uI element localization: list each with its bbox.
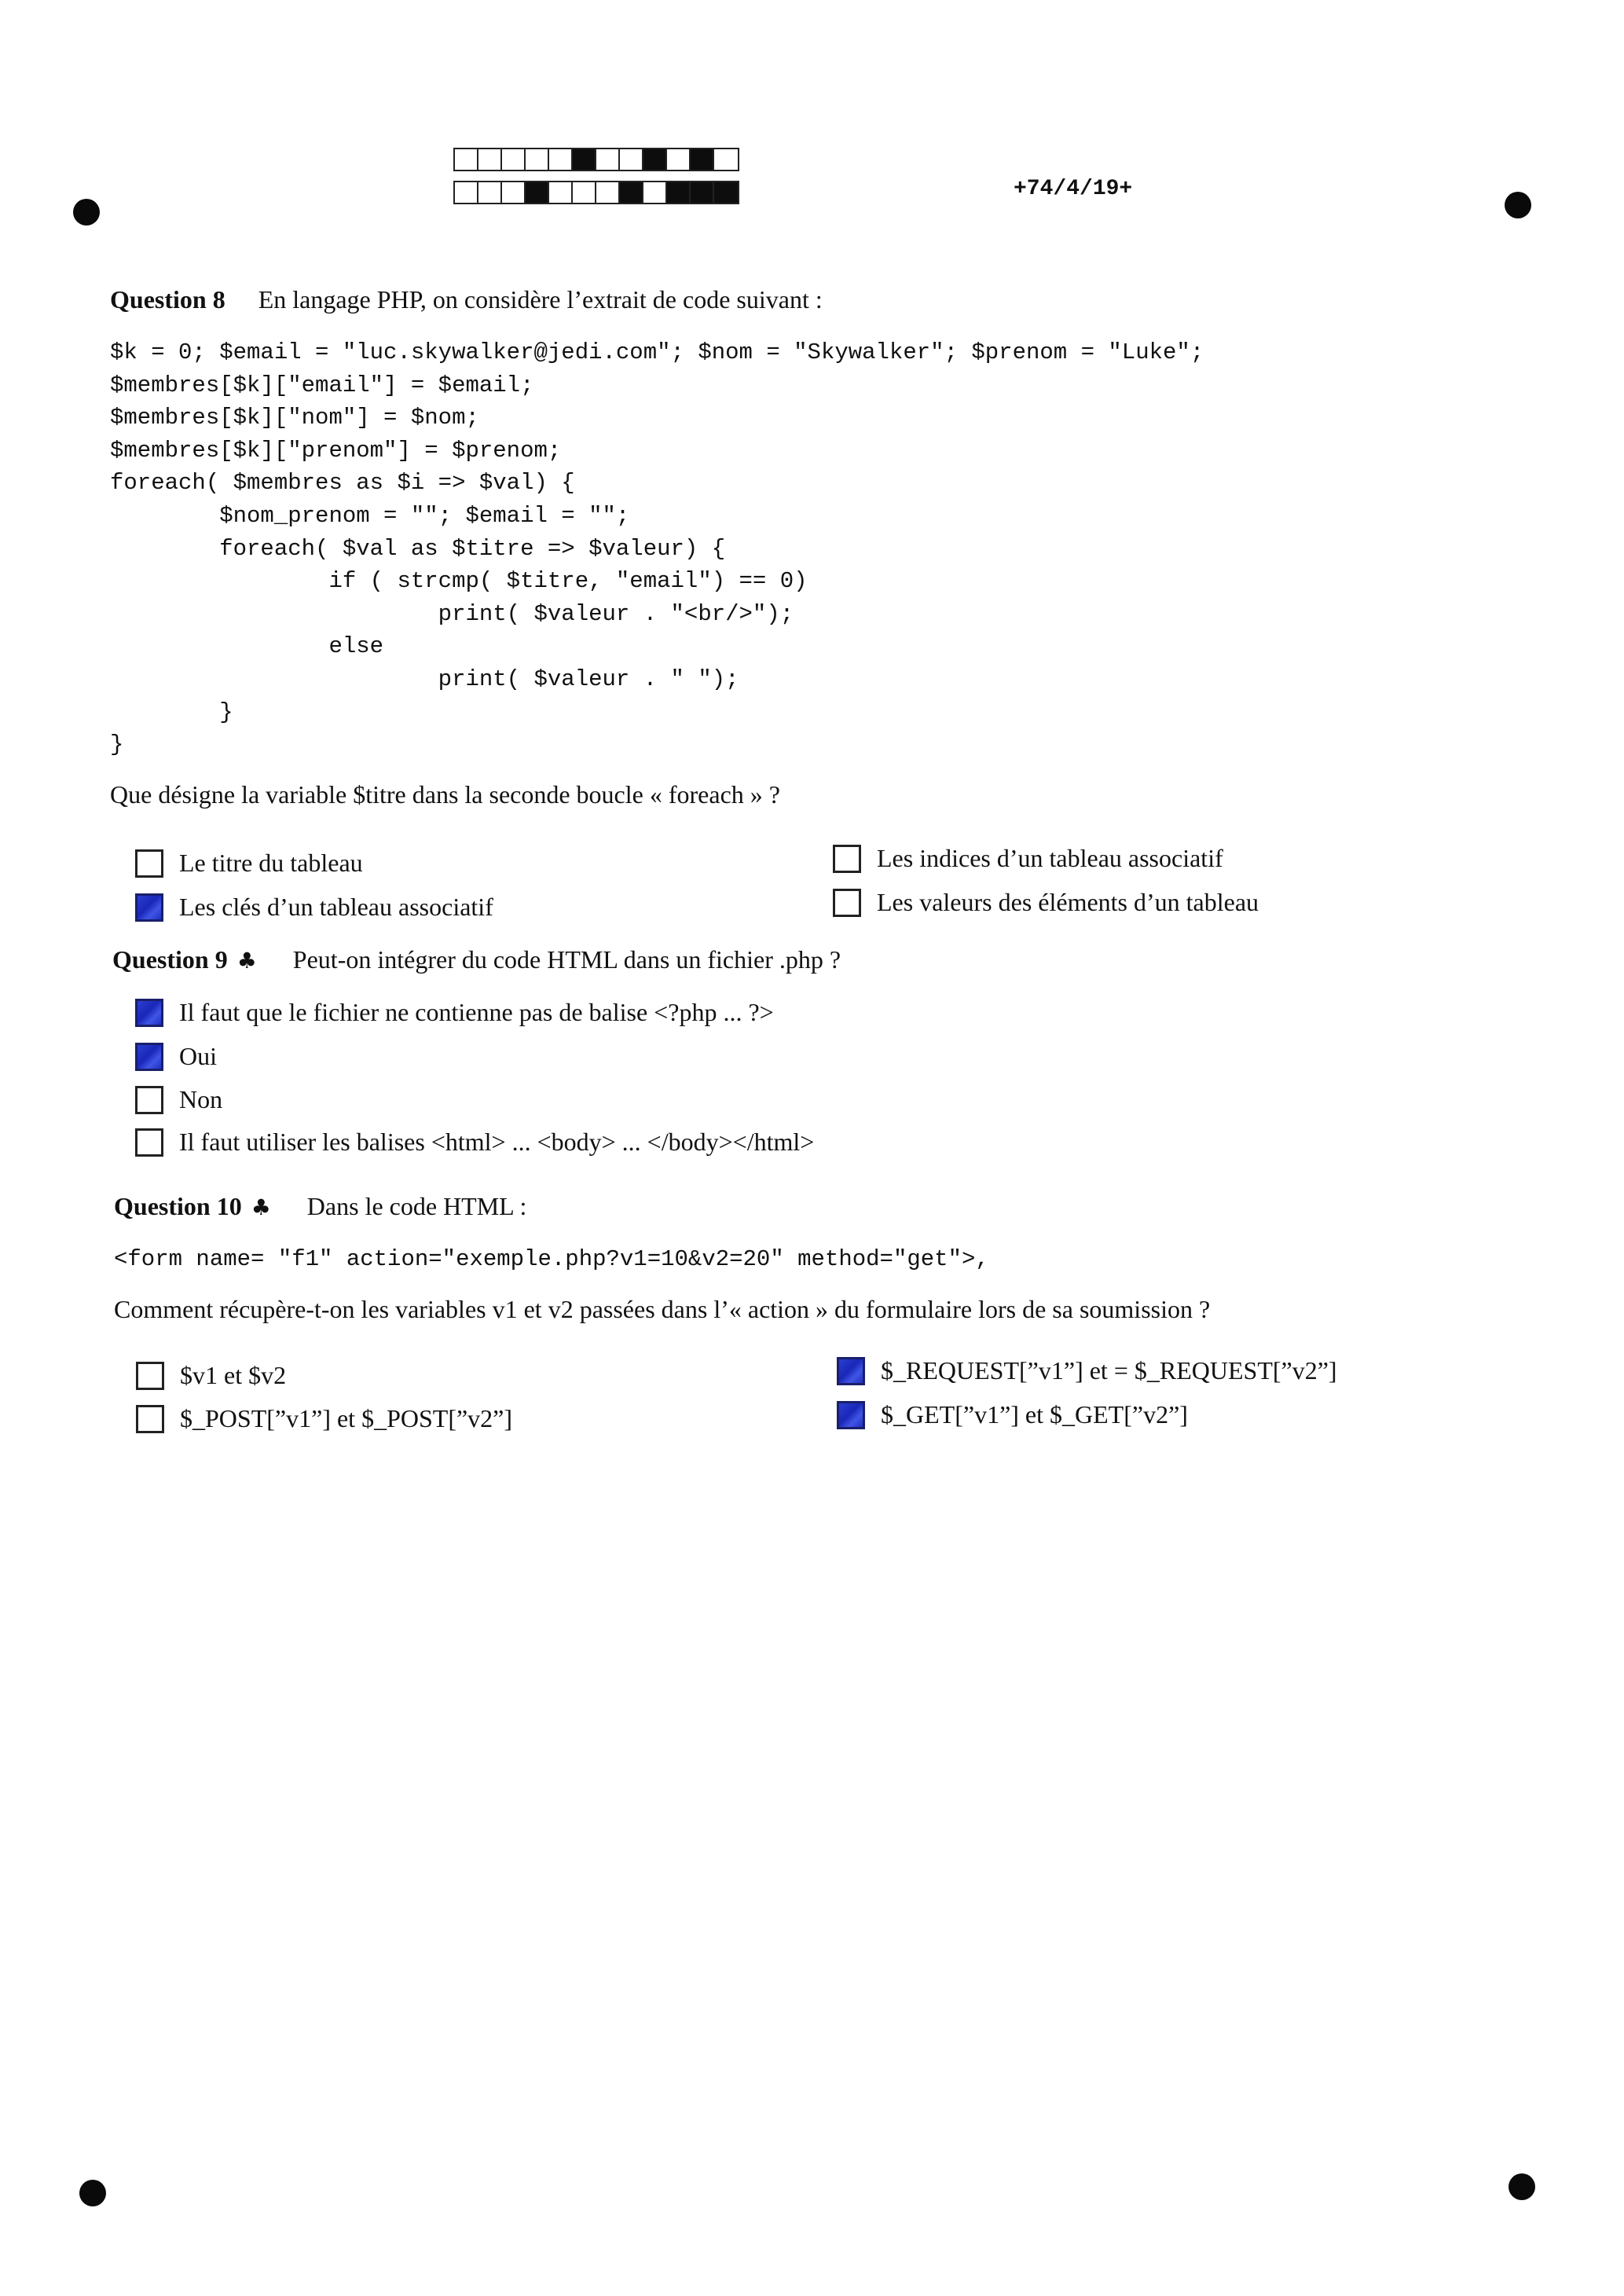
q9-option-3-label: Non <box>179 1085 223 1113</box>
question-9-label: Question 9 <box>112 945 228 974</box>
q8-option-2-label: Les clés d’un tableau associatif <box>179 893 493 921</box>
id-grid-cell <box>455 182 478 203</box>
question-8-label: Question 8 <box>110 285 225 314</box>
registration-mark-top-right <box>1505 192 1531 218</box>
id-grid-cell <box>526 182 549 203</box>
q10-option-3-checkbox[interactable] <box>837 1357 865 1385</box>
q8-option-4[interactable] <box>833 888 1259 917</box>
q10-option-4-checkbox[interactable] <box>837 1401 865 1429</box>
q9-option-1-label: Il faut que le fichier ne contienne pas de balise <?php ... ?> <box>179 998 774 1026</box>
q10-option-3[interactable] <box>837 1356 1337 1385</box>
q8-option-1[interactable] <box>135 849 363 878</box>
q9-option-2-label: Oui <box>179 1042 217 1070</box>
id-grid-cell <box>549 149 573 170</box>
id-grid-cell <box>502 149 526 170</box>
q9-option-2-checkbox[interactable] <box>135 1043 163 1071</box>
q8-option-3-checkbox[interactable] <box>833 845 861 873</box>
q10-option-3-label: $_REQUEST[”v1”] et = $_REQUEST[”v2”] <box>881 1356 1337 1385</box>
registration-mark-bottom-right <box>1509 2173 1535 2200</box>
q9-option-4-label: Il faut utiliser les balises <html> ... <body> ... </body></html> <box>179 1128 815 1156</box>
q8-option-4-checkbox[interactable] <box>833 889 861 917</box>
question-10-heading <box>114 1192 526 1221</box>
id-grid-cell <box>549 182 573 203</box>
question-9-heading <box>112 945 841 974</box>
id-grid-cell <box>691 149 714 170</box>
question-9-title: Peut-on intégrer du code HTML dans un fichier .php ? <box>292 945 841 974</box>
id-grid-cell <box>478 182 502 203</box>
id-grid-cell <box>643 149 667 170</box>
id-grid-cell <box>455 149 478 170</box>
id-grid-cell <box>502 182 526 203</box>
q9-option-4-checkbox[interactable] <box>135 1128 163 1157</box>
id-grid-cell <box>478 149 502 170</box>
id-grid-cell <box>573 149 596 170</box>
id-grid-cell <box>691 182 714 203</box>
id-grid-cell <box>620 149 643 170</box>
club-icon: ♣ <box>236 948 257 974</box>
page-code: +74/4/19+ <box>1014 177 1133 201</box>
q9-option-1[interactable] <box>135 998 774 1027</box>
q9-option-3[interactable] <box>135 1085 222 1114</box>
student-id-grid-row-1 <box>453 148 739 171</box>
q10-option-2-label: $_POST[”v1”] et $_POST[”v2”] <box>180 1404 513 1432</box>
id-grid-cell <box>573 182 596 203</box>
id-grid-cell <box>643 182 667 203</box>
question-8-title: En langage PHP, on considère l’extrait de code suivant : <box>258 285 823 314</box>
id-grid-cell <box>667 182 691 203</box>
question-8-prompt: Que désigne la variable $titre dans la seconde boucle « foreach » ? <box>110 780 780 809</box>
q8-option-2-checkbox[interactable] <box>135 893 163 922</box>
question-10-label: Question 10 <box>114 1192 242 1220</box>
id-grid-cell <box>714 149 738 170</box>
q10-option-4-label: $_GET[”v1”] et $_GET[”v2”] <box>881 1400 1188 1429</box>
student-id-grid-row-2 <box>453 181 739 204</box>
question-8-code: $k = 0; $email = "luc.skywalker@jedi.com"; $nom = "Skywalker"; $prenom = "Luke"; $membres[$k]["email"] = $email; $membres[$k]["nom"] = $nom; $membres[$k]["prenom"] = $prenom; foreach( $membres as $i => $val) { $nom_prenom = ""; $email = ""; foreach( $val as $titre => $valeur) { if ( strcmp( $titre, "email") == 0) print( $valeur . "<br/>"); else print( $valeur . " "); } } <box>110 339 1204 758</box>
question-10-code: <form name= "f1" action="exemple.php?v1=10&v2=20" method="get">, <box>114 1246 989 1272</box>
q9-option-1-checkbox[interactable] <box>135 999 163 1027</box>
q10-option-1-checkbox[interactable] <box>136 1362 164 1390</box>
q10-option-1-label: $v1 et $v2 <box>180 1361 287 1389</box>
q8-option-3[interactable] <box>833 844 1223 873</box>
q10-option-2[interactable] <box>136 1404 512 1433</box>
q9-option-3-checkbox[interactable] <box>135 1086 163 1114</box>
id-grid-cell <box>667 149 691 170</box>
q8-option-2[interactable] <box>135 893 493 922</box>
id-grid-cell <box>526 149 549 170</box>
id-grid-cell <box>596 149 620 170</box>
id-grid-cell <box>714 182 738 203</box>
question-10-prompt: Comment récupère-t-on les variables v1 et v2 passées dans l’« action » du formulaire lors de sa soumission ? <box>114 1295 1211 1323</box>
registration-mark-top-left <box>73 199 100 226</box>
question-10-title: Dans le code HTML : <box>306 1192 527 1220</box>
id-grid-cell <box>596 182 620 203</box>
club-icon: ♣ <box>251 1194 271 1220</box>
q9-option-2[interactable] <box>135 1042 217 1071</box>
q10-option-1[interactable] <box>136 1361 286 1390</box>
q8-option-1-checkbox[interactable] <box>135 849 163 878</box>
q9-option-4[interactable] <box>135 1128 814 1157</box>
q10-option-4[interactable] <box>837 1400 1188 1429</box>
question-8-heading <box>110 285 823 314</box>
registration-mark-bottom-left <box>79 2180 106 2206</box>
q8-option-4-label: Les valeurs des éléments d’un tableau <box>877 888 1259 916</box>
q8-option-1-label: Le titre du tableau <box>179 849 363 877</box>
q10-option-2-checkbox[interactable] <box>136 1405 164 1433</box>
q8-option-3-label: Les indices d’un tableau associatif <box>877 844 1223 872</box>
id-grid-cell <box>620 182 643 203</box>
